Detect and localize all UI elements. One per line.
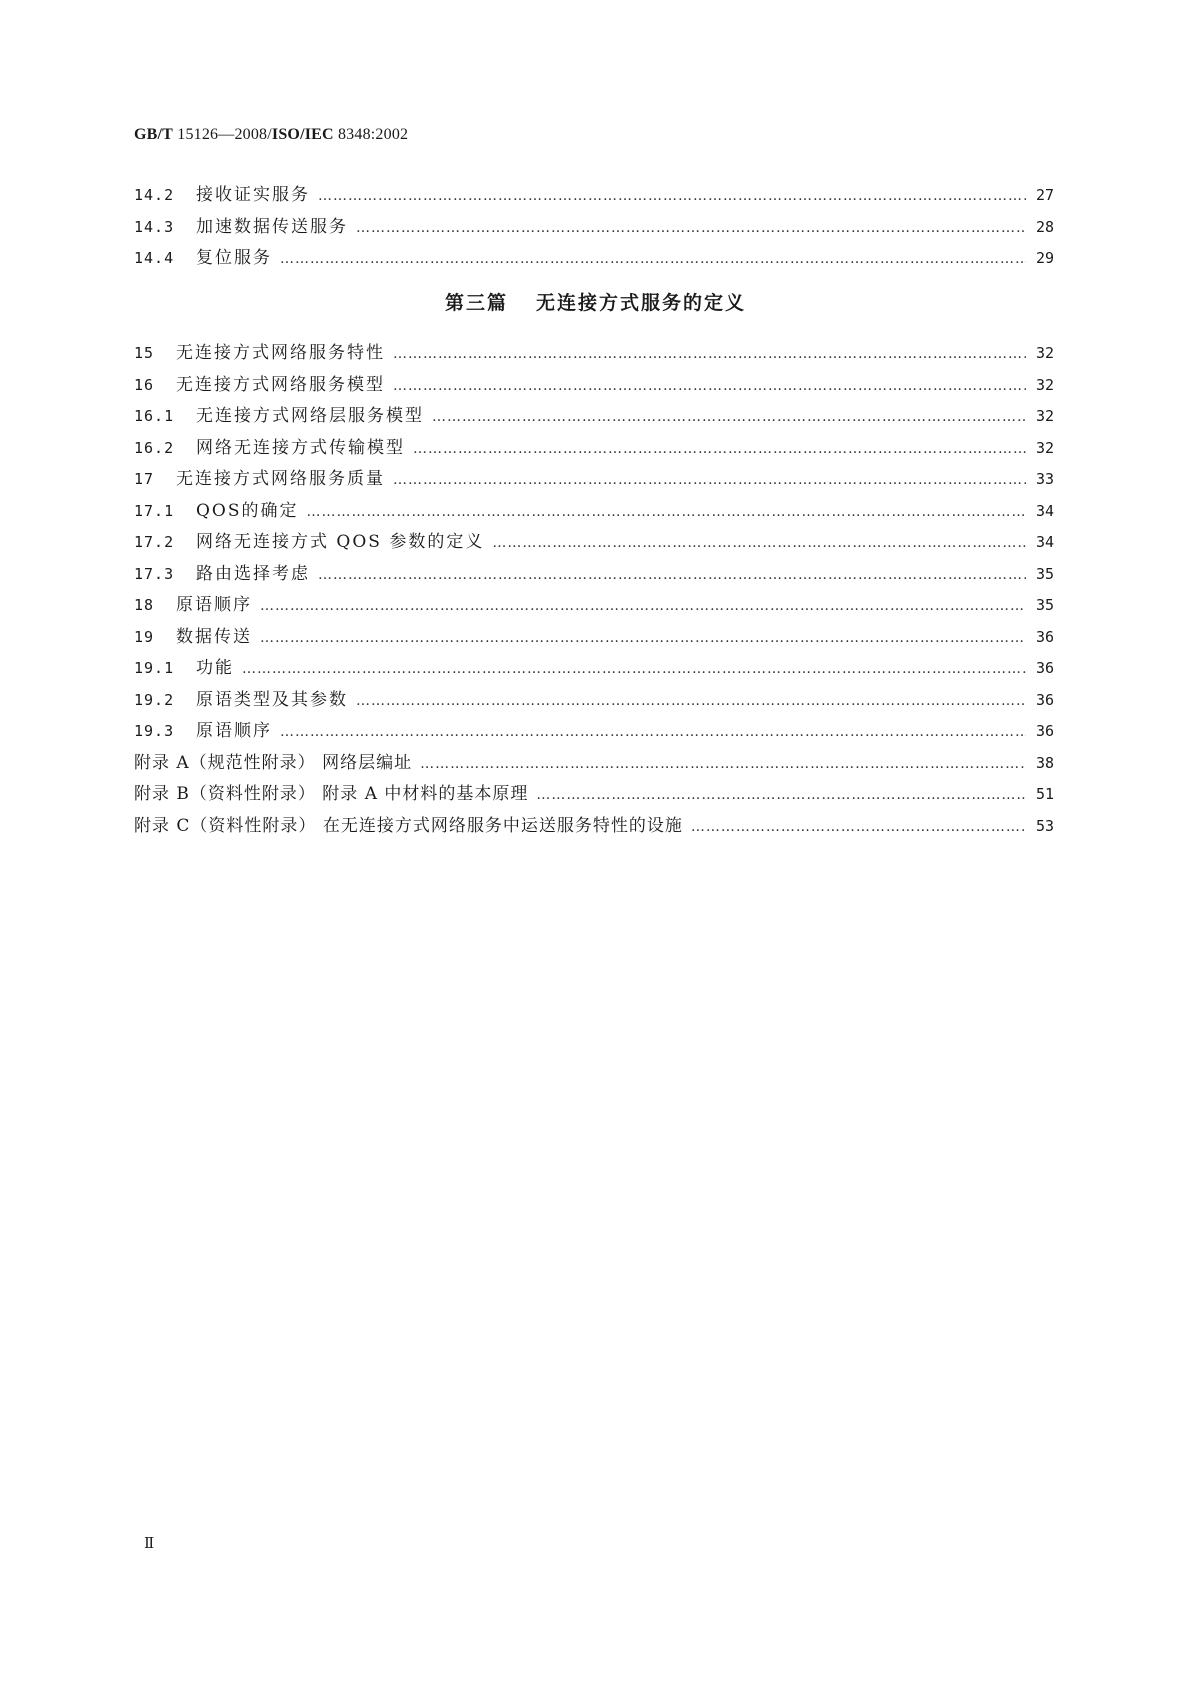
toc-entry-number: 15: [134, 344, 155, 362]
dot-leader: [318, 181, 1026, 213]
toc-entry-number: 14.3: [134, 217, 175, 236]
toc-entry-title: 原语类型及其参数: [196, 689, 348, 710]
toc-entry[interactable]: [134, 243, 1054, 275]
dot-leader: [260, 591, 1026, 623]
toc-entry-title: 路由选择考虑: [196, 563, 310, 584]
toc-entry-appendix[interactable]: [134, 779, 1054, 811]
toc-entry-page: 34: [1035, 501, 1054, 520]
toc-entry[interactable]: [134, 433, 1054, 465]
dot-leader: [356, 213, 1026, 245]
part-number: 第三篇: [444, 292, 508, 314]
dot-leader: [260, 623, 1026, 655]
toc-entry-number: 19: [134, 627, 155, 646]
toc-entry-number: 17.3: [134, 564, 175, 583]
toc-entry-number: 17.2: [134, 533, 175, 551]
toc-entry-title: 复位服务: [196, 248, 272, 268]
toc-entry-page: 51: [1035, 785, 1054, 803]
toc-entry[interactable]: [134, 401, 1054, 433]
page-number: Ⅱ: [144, 1536, 155, 1552]
toc-entry-number: 19.3: [134, 722, 175, 740]
toc-entry-number: 14.2: [134, 186, 175, 204]
toc-entry-title: 附录 C（资料性附录） 在无连接方式网络服务中运送服务特性的设施: [134, 815, 683, 836]
dot-leader: [307, 497, 1026, 529]
dot-leader: [318, 560, 1026, 592]
dot-leader: [536, 780, 1026, 812]
dot-leader: [393, 371, 1026, 403]
toc-entry-page: 29: [1035, 249, 1054, 267]
toc-entry-page: 38: [1035, 753, 1054, 772]
dot-leader: [432, 402, 1026, 434]
dot-leader: [242, 654, 1026, 686]
standard-header: [134, 126, 408, 144]
toc-block-2: [134, 338, 1054, 842]
std-prefix: GB/T: [134, 126, 174, 143]
dot-leader: [393, 339, 1026, 371]
toc-entry-number: 17: [134, 470, 155, 488]
toc-entry-title: 原语顺序: [176, 595, 252, 615]
toc-entry-title: 接收证实服务: [196, 185, 310, 205]
toc-entry-number: 18: [134, 596, 155, 614]
toc-entry-number: 16.2: [134, 438, 175, 457]
dot-leader: [492, 528, 1026, 560]
toc-entry-title: 网络无连接方式 QOS 参数的定义: [196, 532, 485, 552]
toc-entry-page: 34: [1035, 533, 1054, 551]
toc-entry-title: 无连接方式网络服务模型: [176, 374, 385, 395]
toc-entry-number: 16.1: [134, 407, 175, 425]
toc-entry[interactable]: [134, 622, 1054, 654]
part-heading: [0, 288, 1191, 315]
toc-entry-page: 32: [1035, 344, 1054, 362]
toc-entry[interactable]: [134, 212, 1054, 244]
toc-entry[interactable]: [134, 464, 1054, 496]
std-code: 15126—2008/: [177, 126, 272, 143]
toc-entry-page: 32: [1035, 438, 1054, 457]
toc-entry[interactable]: [134, 716, 1054, 748]
toc-entry-page: 36: [1035, 627, 1054, 646]
toc-entry-page: 32: [1035, 407, 1054, 425]
toc-entry[interactable]: [134, 496, 1054, 528]
toc-entry-appendix[interactable]: [134, 748, 1054, 780]
toc-entry-title: 原语顺序: [196, 721, 272, 741]
dot-leader: [280, 244, 1026, 276]
toc-entry-page: 53: [1035, 816, 1054, 835]
toc-entry[interactable]: [134, 338, 1054, 370]
toc-entry-number: 16: [134, 375, 155, 394]
toc-entry[interactable]: [134, 370, 1054, 402]
toc-entry-title: 数据传送: [176, 626, 252, 647]
dot-leader: [356, 686, 1026, 718]
toc-entry-page: 27: [1035, 186, 1054, 204]
toc-entry[interactable]: [134, 685, 1054, 717]
toc-entry[interactable]: [134, 559, 1054, 591]
toc-entry-title: 加速数据传送服务: [196, 216, 348, 237]
toc-entry-title: 无连接方式网络服务特性: [176, 343, 385, 363]
toc-entry-page: 36: [1035, 722, 1054, 740]
toc-entry-page: 28: [1035, 217, 1054, 236]
toc-entry-number: 19.1: [134, 659, 175, 677]
toc-entry-title: 附录 B（资料性附录） 附录 A 中材料的基本原理: [134, 784, 529, 804]
toc-entry-title: 无连接方式网络服务质量: [176, 469, 385, 489]
toc-entry-number: 17.1: [134, 501, 175, 520]
toc-entry-page: 32: [1035, 375, 1054, 394]
toc-entry-page: 36: [1035, 659, 1054, 677]
toc-entry-page: 35: [1035, 564, 1054, 583]
toc-entry-number: 14.4: [134, 249, 175, 267]
toc-entry-title: 网络无连接方式传输模型: [196, 437, 405, 458]
dot-leader: [420, 749, 1026, 781]
toc-entry[interactable]: [134, 653, 1054, 685]
toc-entry-page: 36: [1035, 690, 1054, 709]
toc-entry-title: 无连接方式网络层服务模型: [196, 406, 424, 426]
toc-entry-page: 35: [1035, 596, 1054, 614]
dot-leader: [413, 434, 1026, 466]
toc-block-1: [134, 180, 1054, 275]
dot-leader: [691, 812, 1026, 844]
toc-entry-page: 33: [1035, 470, 1054, 488]
iso-prefix: ISO/IEC: [271, 126, 334, 143]
toc-entry-title: 功能: [196, 658, 234, 678]
toc-entry-number: 19.2: [134, 690, 175, 709]
toc-entry-title: QOS的确定: [196, 500, 299, 521]
toc-entry[interactable]: [134, 180, 1054, 212]
toc-entry-appendix[interactable]: [134, 811, 1054, 843]
iso-code: 8348:2002: [337, 126, 409, 143]
dot-leader: [393, 465, 1026, 497]
toc-entry[interactable]: [134, 590, 1054, 622]
dot-leader: [280, 717, 1026, 749]
toc-entry-title: 附录 A（规范性附录） 网络层编址: [134, 752, 413, 773]
toc-entry[interactable]: [134, 527, 1054, 559]
part-title: 无连接方式服务的定义: [536, 292, 747, 314]
